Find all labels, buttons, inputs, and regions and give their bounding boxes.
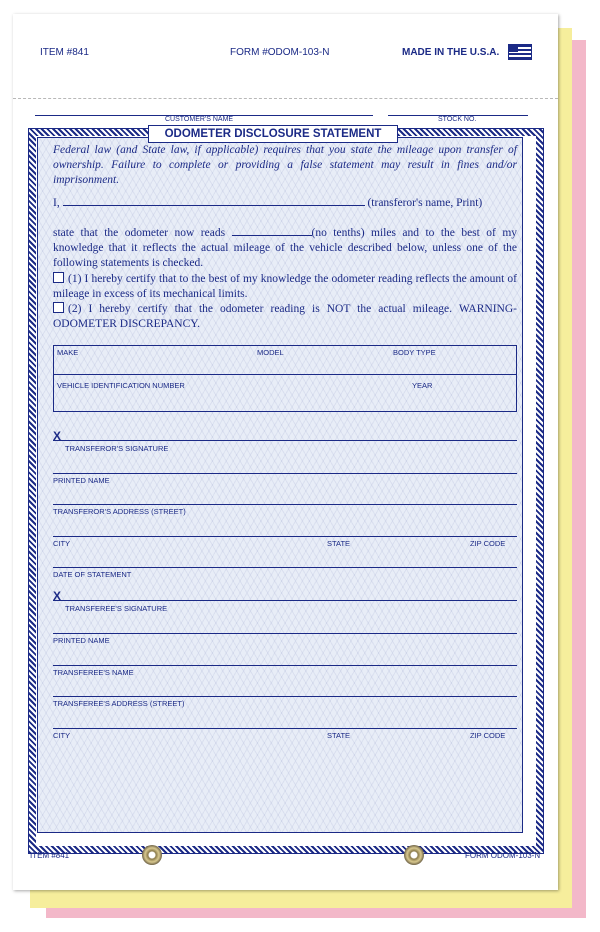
vehicle-box-divider: [54, 374, 516, 375]
printed-name-label: PRINTED NAME: [53, 476, 110, 485]
printed-name-line[interactable]: [53, 473, 517, 474]
date-of-statement-label: DATE OF STATEMENT: [53, 570, 132, 579]
option-two-checkbox[interactable]: [53, 302, 64, 313]
transferee-address-label: TRANSFEREE'S ADDRESS (STREET): [53, 699, 185, 708]
transferor-signature-label: TRANSFEROR'S SIGNATURE: [65, 444, 169, 453]
body-type-label: BODY TYPE: [393, 348, 436, 357]
option-two-row: [53, 302, 517, 332]
transferor-name-field[interactable]: [63, 205, 365, 206]
transferor-name-row: [53, 196, 517, 211]
odometer-text-rest: of my knowledge that it reflects the actual mileage of the vehicle described below, unless one of the following statements is checked.: [53, 227, 518, 269]
perforation-line: [13, 98, 558, 99]
transferor-x-mark: X: [53, 429, 62, 443]
city-2-label: CITY: [53, 731, 71, 740]
printed-name-2-line[interactable]: [53, 633, 517, 634]
state-2-label: STATE: [327, 731, 351, 740]
transferee-name-label: TRANSFEREE'S NAME: [53, 668, 134, 677]
binding-ring-left-icon: [142, 845, 162, 865]
year-label: YEAR: [412, 381, 433, 390]
form-title: ODOMETER DISCLOSURE STATEMENT: [148, 125, 398, 143]
transferor-signature-line[interactable]: [53, 440, 517, 441]
transferor-address-line[interactable]: [53, 504, 517, 505]
zip-2-label: ZIP CODE: [470, 731, 506, 740]
transferor-address-label: TRANSFEROR'S ADDRESS (STREET): [53, 507, 186, 516]
customer-name-label: CUSTOMER'S NAME: [165, 116, 234, 123]
odometer-text-before: state that the odometer now reads: [53, 227, 226, 239]
stock-number-label: STOCK NO.: [438, 116, 477, 123]
city-label: CITY: [53, 539, 71, 548]
transferee-signature-label: TRANSFEREE'S SIGNATURE: [65, 604, 168, 613]
zip-label: ZIP CODE: [470, 539, 506, 548]
binding-ring-right-icon: [404, 845, 424, 865]
transferee-name-line[interactable]: [53, 665, 517, 666]
printed-name-2-label: PRINTED NAME: [53, 636, 110, 645]
model-label: MODEL: [257, 348, 284, 357]
transferee-address-line[interactable]: [53, 696, 517, 697]
make-label: MAKE: [57, 348, 79, 357]
option-one-checkbox[interactable]: [53, 272, 64, 283]
footer-form-number: FORM ODOM-103-N: [465, 851, 541, 860]
i-prefix: I,: [53, 197, 60, 209]
vin-label: VEHICLE IDENTIFICATION NUMBER: [57, 381, 185, 390]
header-form-number: FORM #ODOM-103-N: [230, 47, 330, 58]
odometer-statement: [53, 226, 517, 271]
us-flag-icon: [508, 44, 532, 60]
transferee-x-mark: X: [53, 589, 62, 603]
odometer-text-after: (no tenths) miles and to the best: [311, 227, 480, 239]
odometer-reading-field[interactable]: [232, 235, 312, 236]
date-of-statement-line[interactable]: [53, 567, 517, 568]
city-state-zip-line[interactable]: [53, 536, 517, 537]
transferor-name-hint: (transferor's name, Print): [367, 197, 483, 209]
city-state-zip-2-line[interactable]: [53, 728, 517, 729]
vehicle-info-box: [53, 345, 517, 412]
header-item-number: ITEM #841: [40, 47, 89, 58]
state-label: STATE: [327, 539, 351, 548]
legal-intro-paragraph: Federal law (and State law, if applicable) requires that you state the mileage upon transfer of ownership. Failure to complete or providing a false statement may result in fines and/or imprisonment.: [53, 144, 517, 186]
option-one-row: [53, 272, 517, 302]
option-one-text: (1) I hereby certify that to the best of my knowledge the odometer reading reflects the amount of mileage in excess of its mechanical limits.: [53, 273, 517, 300]
header-made-in-usa: MADE IN THE U.S.A.: [402, 47, 500, 58]
transferee-signature-line[interactable]: [53, 600, 517, 601]
option-two-text: (2) I hereby certify that the odometer reading is NOT the actual mileage. WARNING-ODOMETER DISCREPANCY.: [53, 303, 517, 330]
footer-item-number: ITEM #841: [30, 851, 70, 860]
